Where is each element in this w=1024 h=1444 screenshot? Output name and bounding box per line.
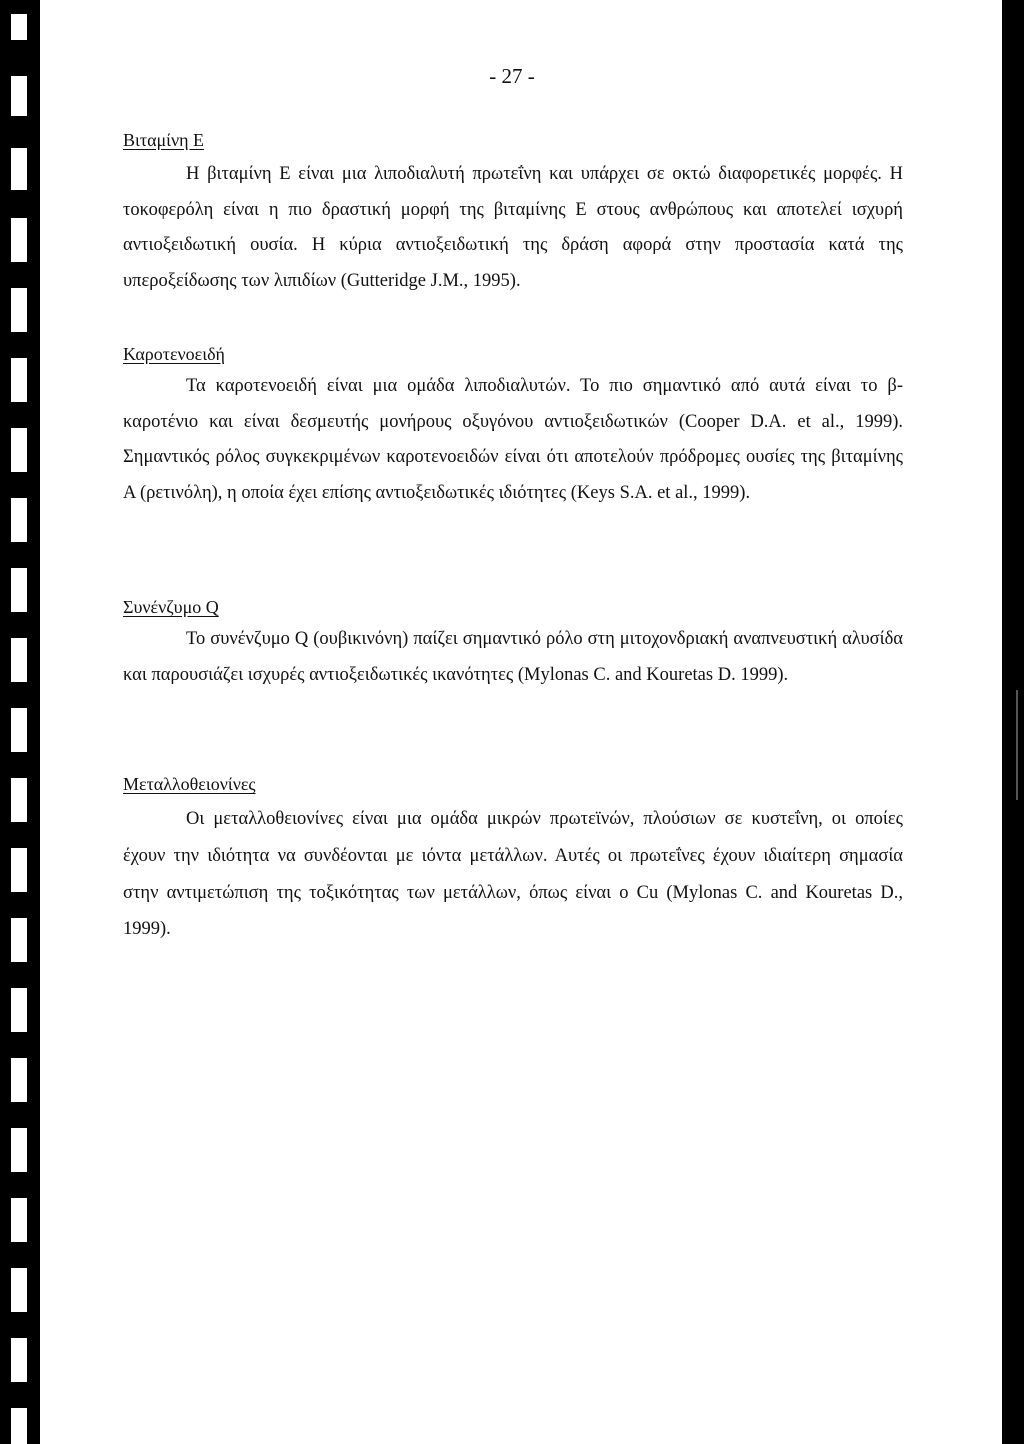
film-perforation [11,358,27,402]
section-body-metallothioneins: Οι μεταλλοθειονίνες είναι μια ομάδα μικρών πρωτεϊνών, πλούσιων σε κυστεΐνη, οι οποίες έχουν την ιδιότητα να συνδέονται με ιόντα μετάλλων. Αυτές οι πρωτεΐνες έχουν ιδιαίτερη σημασία στην αντιμετώπιση της τοξικότητας των μετάλλων, όπως είναι ο Cu (Mylonas C. and Kouretas D., 1999). [123,809,903,940]
film-perforation [11,498,27,542]
section-body-coenzyme-q: Το συνένζυμο Q (ουβικινόνη) παίζει σημαντικό ρόλο στη μιτοχονδριακή αναπνευστική αλυσίδα και παρουσιάζει ισχυρές αντιοξειδωτικές ικανότητες (Mylonas C. and Kouretas D. 1999). [123,629,903,685]
film-perforation [11,218,27,262]
film-perforation [11,14,27,40]
section-heading-metallothioneins: Μεταλλοθειονίνες [123,774,256,794]
film-perforation [11,778,27,822]
film-perforation [11,1058,27,1102]
film-perforation [11,1408,27,1444]
section-body-vitamin-e: Η βιταμίνη Ε είναι μια λιποδιαλυτή πρωτεΐνη και υπάρχει σε οκτώ διαφορετικές μορφές. Η τοκοφερόλη είναι η πιο δραστική μορφή της βιταμίνης Ε στους ανθρώπους και αποτελεί ισχυρή αντιοξειδωτική ουσία. Η κύρια αντιοξειδωτική της δράση αφορά στην προστασία κατά της υπεροξείδωσης των λιπιδίων (Gutteridge J.M., 1995). [123,164,903,291]
film-perforation [11,918,27,962]
film-perforation [11,148,27,190]
section-body-carotenoids: Τα καροτενοειδή είναι μια ομάδα λιποδιαλυτών. Το πιο σημαντικό από αυτά είναι το β-καροτένιο και είναι δεσμευτής μονήρους οξυγόνου αντιοξειδωτικών (Cooper D.A. et al., 1999). Σημαντικός ρόλος συγκεκριμένων καροτενοειδών είναι ότι αποτελούν πρόδρομες ουσίες της βιταμίνης Α (ρετινόλη), η οποία έχει επίσης αντιοξειδωτικές ιδιότητες (Keys S.A. et al., 1999). [123,376,903,503]
film-perforation [11,848,27,892]
film-perforation [11,708,27,752]
film-strip-right [1002,0,1024,1444]
film-perforation [11,638,27,682]
scan-edge-mark [1016,690,1018,800]
film-perforation [11,288,27,332]
section-heading-coenzyme-q: Συνένζυμο Q [123,597,219,617]
page-number: - 27 - [489,64,535,88]
film-perforation [11,1338,27,1382]
film-perforation [11,568,27,612]
film-perforation [11,1128,27,1172]
film-strip-left [0,0,40,1444]
section-heading-vitamin-e: Βιταμίνη Ε [123,130,205,150]
film-perforation [11,428,27,472]
film-perforation [11,1268,27,1312]
section-heading-carotenoids: Καροτενοειδή [123,344,225,364]
film-perforation [11,988,27,1032]
film-perforation [11,1198,27,1242]
